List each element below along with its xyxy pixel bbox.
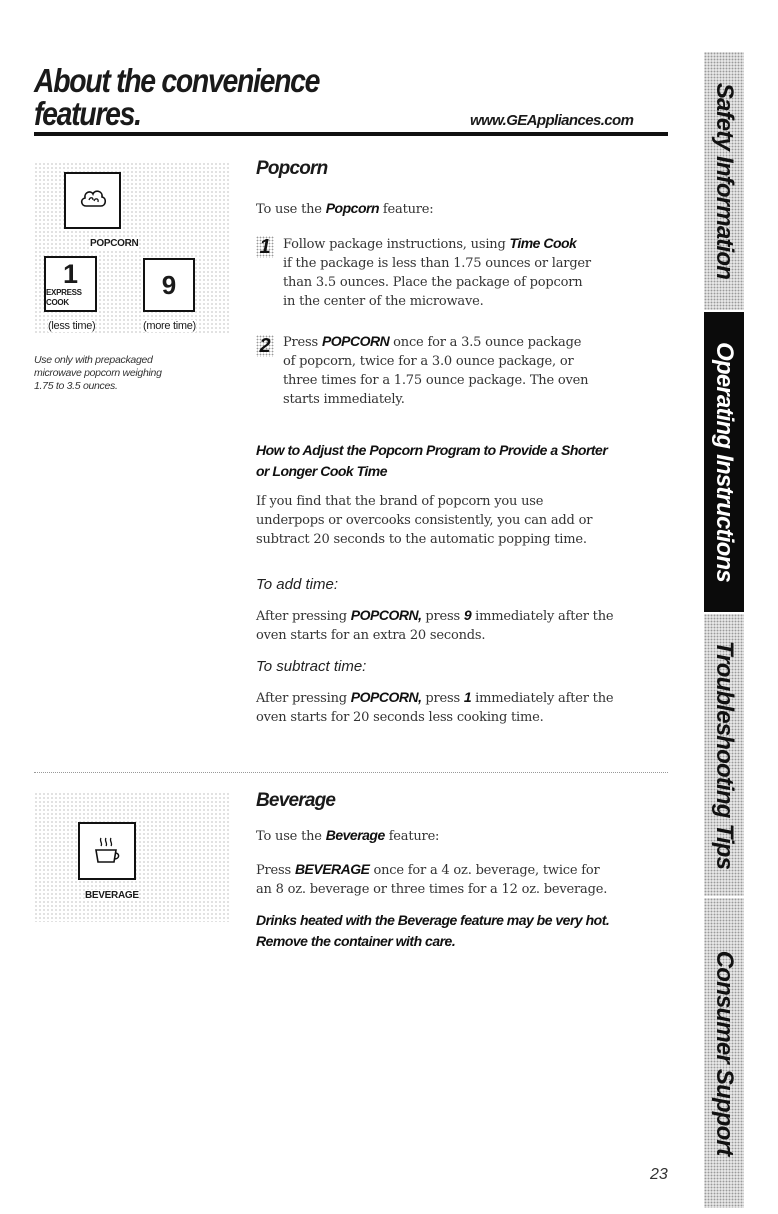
step-1-number: 1 xyxy=(256,236,274,258)
beverage-key xyxy=(78,822,136,880)
beverage-intro: To use the Beverage feature: xyxy=(256,827,440,844)
add-time-text: After pressing POPCORN, press 9 immediately after the oven starts for an extra 20 seconds. xyxy=(256,607,614,643)
beverage-cup-icon xyxy=(90,834,124,868)
less-time-label: (less time) xyxy=(48,320,96,332)
beverage-heading: Beverage xyxy=(256,790,336,811)
popcorn-intro: To use the Popcorn feature: xyxy=(256,200,434,217)
popcorn-step-2: Press POPCORN once for a 3.5 ounce package of popcorn, twice for a 3.0 ounce package, or three times for a 1.75 ounce package. The oven starts immediately. xyxy=(283,333,589,407)
add-time-heading: To add time: xyxy=(256,576,338,593)
tab-operating-instructions[interactable]: Operating Instructions xyxy=(704,312,744,612)
beverage-key-label: BEVERAGE xyxy=(85,890,139,901)
popcorn-key xyxy=(64,172,121,229)
key-9 xyxy=(143,258,195,312)
express-cook-1-key xyxy=(44,256,97,312)
website-url: www.GEAppliances.com xyxy=(470,112,634,129)
popcorn-heading: Popcorn xyxy=(256,158,328,179)
tab-troubleshooting-tips[interactable]: Troubleshooting Tips xyxy=(704,614,744,896)
section-divider xyxy=(34,772,668,773)
page-title xyxy=(34,64,319,130)
subtract-time-heading: To subtract time: xyxy=(256,658,367,675)
title-rule xyxy=(34,132,668,136)
key-1-number: 1 xyxy=(62,259,79,289)
title-line-1: About the convenience xyxy=(34,62,320,99)
popcorn-step-1: Follow package instructions, using Time Cook if the package is less than 1.75 ounces or larger than 3.5 ounces. Place the package of popcorn in the center of the microwave. xyxy=(283,235,591,309)
adjust-program-text: If you find that the brand of popcorn you use underpops or overcooks consistently, you can add or subtract 20 seconds to the automatic popping time. xyxy=(256,494,593,547)
beverage-instructions: Press BEVERAGE once for a 4 oz. beverage, twice for an 8 oz. beverage or three times for a 12 oz. beverage. xyxy=(256,861,608,897)
title-line-2: features. xyxy=(34,95,141,132)
subtract-time-text: After pressing POPCORN, press 1 immediately after the oven starts for 20 seconds less cooking time. xyxy=(256,689,614,725)
popcorn-icon xyxy=(77,186,109,216)
tab-safety-information[interactable]: Safety Information xyxy=(704,52,744,310)
express-cook-label: EXPRESS COOK xyxy=(46,288,82,307)
adjust-program-heading: How to Adjust the Popcorn Program to Provide a Shorter or Longer Cook Time xyxy=(256,442,608,479)
key-9-number: 9 xyxy=(161,269,177,300)
page-number: 23 xyxy=(650,1166,668,1183)
popcorn-key-label: POPCORN xyxy=(90,238,139,249)
tab-consumer-support[interactable]: Consumer Support xyxy=(704,898,744,1208)
more-time-label: (more time) xyxy=(143,320,196,332)
beverage-warning: Drinks heated with the Beverage feature may be very hot. Remove the container with care. xyxy=(256,912,610,949)
step-2-number: 2 xyxy=(256,335,274,357)
popcorn-usage-note: Use only with prepackaged microwave popcorn weighing 1.75 to 3.5 ounces. xyxy=(34,354,162,392)
